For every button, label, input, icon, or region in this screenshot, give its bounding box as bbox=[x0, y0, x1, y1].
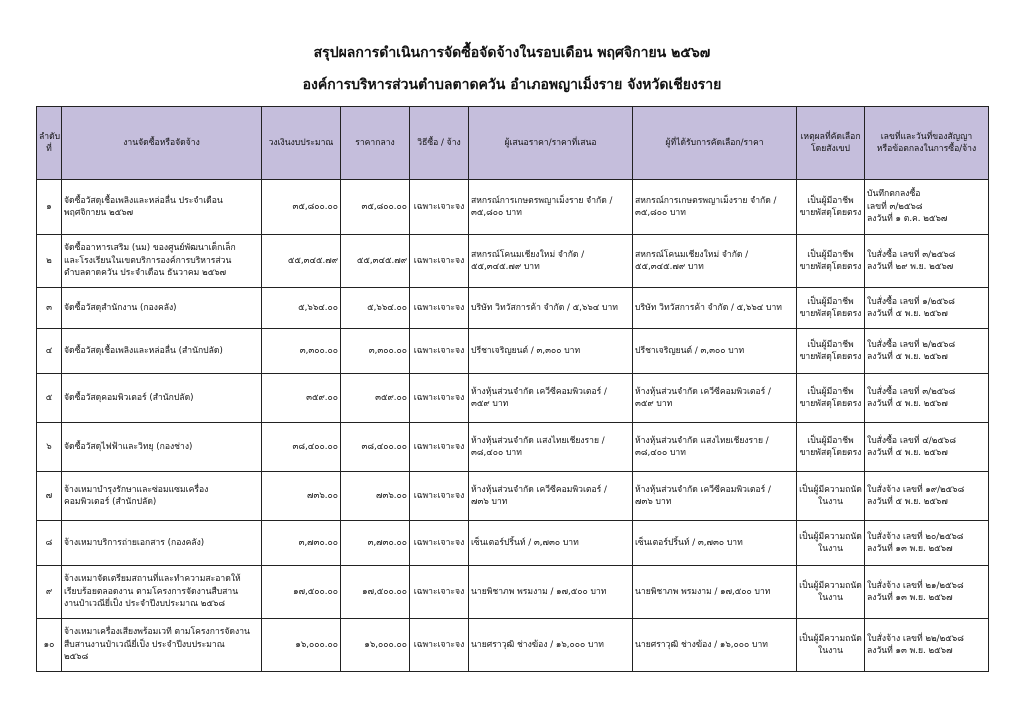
cell-reason-line: เป็นผู้มีความถนัด bbox=[799, 580, 862, 591]
cell-bidder bbox=[469, 329, 633, 374]
cell-budget: ๕,๖๖๔.๐๐ bbox=[262, 288, 341, 329]
cell-selected bbox=[633, 566, 797, 619]
header-contract bbox=[865, 107, 989, 180]
cell-bidder-line: ห้างหุ้นส่วนจำกัด เควีซีคอมพิวเตอร์ / bbox=[471, 386, 607, 397]
cell-median-price: ๕,๖๖๔.๐๐ bbox=[341, 288, 410, 329]
header-reason bbox=[797, 107, 865, 180]
header-reason-line-1: เหตุผลที่คัดเลือก bbox=[800, 131, 861, 142]
cell-selected bbox=[633, 472, 797, 521]
cell-selected-line: ๕๕,๓๔๕.๗๙ บาท bbox=[635, 262, 704, 272]
cell-contract-line: ลงวันที่ ๕ พ.ย. ๒๕๖๗ bbox=[867, 309, 948, 319]
header-method: วิธีซื้อ / จ้าง bbox=[410, 107, 469, 180]
cell-selected bbox=[633, 329, 797, 374]
cell-item bbox=[62, 180, 262, 235]
cell-item bbox=[62, 472, 262, 521]
cell-contract-line: ลงวันที่ ๒๙ พ.ย. ๒๕๖๗ bbox=[867, 262, 954, 272]
cell-reason-line: ขายพัสดุโดยตรง bbox=[799, 399, 862, 409]
cell-median-price: ๓๘,๔๐๐.๐๐ bbox=[341, 423, 410, 472]
cell-reason-line: ในงาน bbox=[818, 544, 843, 554]
cell-contract-line: ลงวันที่ ๕ พ.ย. ๒๕๖๗ bbox=[867, 497, 948, 507]
cell-item-line: จัดซื้อวัสดุไฟฟ้าและวิทยุ (กองช่าง) bbox=[64, 441, 193, 452]
cell-selected-line: นายศราวุฒิ ช่างฆ้อง / ๑๖,๐๐๐ บาท bbox=[635, 639, 768, 650]
cell-contract bbox=[865, 288, 989, 329]
cell-item-line: จัดซื้ออาหารเสริม (นม) ของศูนย์พัฒนาเด็กเล็ก bbox=[64, 243, 236, 254]
cell-contract-line: ลงวันที่ ๑๓ พ.ย. ๒๕๖๗ bbox=[867, 646, 953, 656]
cell-bidder-line: ๓๕๙ บาท bbox=[471, 399, 509, 409]
cell-item bbox=[62, 521, 262, 566]
table-row bbox=[37, 423, 989, 472]
cell-median-price: ๑๖,๐๐๐.๐๐ bbox=[341, 619, 410, 672]
cell-reason-line: ในงาน bbox=[818, 593, 843, 603]
header-contract-line-2: หรือข้อตกลงในการซื้อ/จ้าง bbox=[876, 144, 977, 154]
cell-contract-line: ใบสั่งจ้าง เลขที่ ๒๑/๒๕๖๘ bbox=[867, 580, 964, 591]
table-row bbox=[37, 180, 989, 235]
cell-bidder bbox=[469, 180, 633, 235]
cell-method: เฉพาะเจาะจง bbox=[410, 329, 469, 374]
cell-selected bbox=[633, 180, 797, 235]
cell-reason bbox=[797, 472, 865, 521]
cell-method: เฉพาะเจาะจง bbox=[410, 472, 469, 521]
table-row bbox=[37, 619, 989, 672]
cell-reason-line: เป็นผู้มีอาชีพ bbox=[807, 195, 854, 206]
cell-item-line: จ้างเหมาบริการถ่ายเอกสาร (กองคลัง) bbox=[64, 537, 205, 548]
cell-contract-line: ใบสั่งซื้อ เลขที่ ๓/๒๕๖๘ bbox=[867, 249, 956, 260]
cell-selected-line: สหกรณ์การเกษตรพญาเม็งราย จำกัด / bbox=[635, 195, 777, 206]
header-median-price: ราคากลาง bbox=[341, 107, 410, 180]
cell-selected-line: สหกรณ์โคนมเชียงใหม่ จำกัด / bbox=[635, 249, 749, 260]
cell-reason-line: ในงาน bbox=[818, 497, 843, 507]
cell-no: ๙ bbox=[37, 566, 62, 619]
procurement-table bbox=[36, 106, 989, 672]
cell-bidder-line: ๓๕,๘๐๐ บาท bbox=[471, 208, 522, 218]
cell-reason-line: ขายพัสดุโดยตรง bbox=[799, 262, 862, 272]
cell-reason bbox=[797, 180, 865, 235]
cell-selected bbox=[633, 521, 797, 566]
cell-contract bbox=[865, 329, 989, 374]
cell-bidder bbox=[469, 566, 633, 619]
cell-method: เฉพาะเจาะจง bbox=[410, 566, 469, 619]
cell-contract-line: ใบสั่งซื้อ เลขที่ ๒/๒๕๖๘ bbox=[867, 339, 956, 350]
cell-contract-line: เลขที่ ๓/๒๕๖๘ bbox=[867, 201, 923, 212]
cell-selected-line: บริษัท วิทวัสการค้า จำกัด / ๕,๖๖๔ บาท bbox=[635, 302, 782, 313]
cell-selected-line: ๗๓๖ บาท bbox=[635, 497, 672, 507]
cell-reason bbox=[797, 329, 865, 374]
header-no: ลำดับที่ bbox=[37, 107, 62, 180]
cell-no: ๔ bbox=[37, 329, 62, 374]
cell-reason-line: เป็นผู้มีความถนัด bbox=[799, 531, 862, 542]
cell-item bbox=[62, 235, 262, 288]
cell-selected bbox=[633, 288, 797, 329]
cell-budget: ๓๘,๔๐๐.๐๐ bbox=[262, 423, 341, 472]
cell-contract-line: ลงวันที่ ๕ พ.ย. ๒๕๖๗ bbox=[867, 352, 948, 362]
table-row bbox=[37, 329, 989, 374]
cell-contract-line: ลงวันที่ ๑๓ พ.ย. ๒๕๖๗ bbox=[867, 544, 953, 554]
cell-method: เฉพาะเจาะจง bbox=[410, 619, 469, 672]
cell-no: ๑ bbox=[37, 180, 62, 235]
cell-contract-line: ใบสั่งซื้อ เลขที่ ๑/๒๕๖๘ bbox=[867, 296, 955, 307]
cell-bidder bbox=[469, 521, 633, 566]
header-reason-line-2: โดยสังเขป bbox=[811, 144, 850, 154]
cell-bidder-line: ห้างหุ้นส่วนจำกัด แสงไทยเชียงราย / bbox=[471, 435, 605, 446]
cell-budget: ๓๕๙.๐๐ bbox=[262, 374, 341, 423]
cell-selected-line: ๓๕,๘๐๐ บาท bbox=[635, 208, 686, 218]
cell-budget: ๓,๓๐๐.๐๐ bbox=[262, 329, 341, 374]
cell-contract bbox=[865, 566, 989, 619]
cell-item-line: สืบสานงานป๋าเวณียี่เป็ง ประจำปีงบประมาณ bbox=[64, 639, 225, 650]
cell-reason-line: เป็นผู้มีอาชีพ bbox=[807, 296, 854, 307]
cell-item bbox=[62, 374, 262, 423]
table-row bbox=[37, 235, 989, 288]
cell-budget: ๓๕,๘๐๐.๐๐ bbox=[262, 180, 341, 235]
cell-selected bbox=[633, 374, 797, 423]
cell-item-line: จัดซื้อวัสดุเชื้อเพลิงและหล่อลื่น (สำนักปลัด) bbox=[64, 345, 223, 356]
cell-no: ๖ bbox=[37, 423, 62, 472]
cell-bidder bbox=[469, 423, 633, 472]
cell-selected-line: ๓๕๙ บาท bbox=[635, 399, 673, 409]
table-header-row bbox=[37, 107, 989, 180]
cell-selected-line: ห้างหุ้นส่วนจำกัด เควีซีคอมพิวเตอร์ / bbox=[635, 484, 771, 495]
cell-selected-line: เซ็นเตอร์ปริ้นท์ / ๓,๗๓๐ บาท bbox=[635, 537, 743, 548]
cell-median-price: ๑๗,๕๐๐.๐๐ bbox=[341, 566, 410, 619]
cell-bidder-line: นายศราวุฒิ ช่างฆ้อง / ๑๖,๐๐๐ บาท bbox=[471, 639, 604, 650]
cell-contract bbox=[865, 235, 989, 288]
cell-budget: ๕๕,๓๔๕.๗๙ bbox=[262, 235, 341, 288]
cell-contract-line: ใบสั่งซื้อ เลขที่ ๓/๒๕๖๘ bbox=[867, 386, 956, 397]
cell-item-line: ตำบลตาดควัน ประจำเดือน ธันวาคม ๒๕๖๗ bbox=[64, 268, 227, 279]
cell-reason bbox=[797, 235, 865, 288]
cell-budget: ๑๖,๐๐๐.๐๐ bbox=[262, 619, 341, 672]
cell-item bbox=[62, 288, 262, 329]
cell-reason-line: เป็นผู้มีอาชีพ bbox=[807, 386, 854, 397]
cell-contract-line: ใบสั่งซื้อ เลขที่ ๔/๒๕๖๘ bbox=[867, 435, 956, 446]
table-row bbox=[37, 472, 989, 521]
cell-contract-line: ลงวันที่ ๕ พ.ย. ๒๕๖๗ bbox=[867, 448, 948, 458]
cell-no: ๕ bbox=[37, 374, 62, 423]
cell-contract-line: ลงวันที่ ๑๓ พ.ย. ๒๕๖๗ bbox=[867, 593, 953, 603]
cell-budget: ๑๗,๕๐๐.๐๐ bbox=[262, 566, 341, 619]
cell-method: เฉพาะเจาะจง bbox=[410, 180, 469, 235]
header-selected: ผู้ที่ได้รับการคัดเลือก/ราคา bbox=[633, 107, 797, 180]
cell-median-price: ๓๕,๘๐๐.๐๐ bbox=[341, 180, 410, 235]
cell-reason-line: ขายพัสดุโดยตรง bbox=[799, 309, 862, 319]
cell-selected-line: นายพิชาภพ พรมงาม / ๑๗,๕๐๐ บาท bbox=[635, 586, 771, 597]
cell-method: เฉพาะเจาะจง bbox=[410, 423, 469, 472]
cell-item-line: พฤศจิกายน ๒๕๖๗ bbox=[64, 208, 134, 218]
cell-method: เฉพาะเจาะจง bbox=[410, 288, 469, 329]
cell-bidder-line: เซ็นเตอร์ปริ้นท์ / ๓,๗๓๐ บาท bbox=[471, 537, 579, 548]
cell-bidder-line: ๓๘,๔๐๐ บาท bbox=[471, 448, 522, 458]
cell-reason-line: ขายพัสดุโดยตรง bbox=[799, 448, 862, 458]
cell-reason bbox=[797, 521, 865, 566]
header-item: งานจัดซื้อหรือจัดจ้าง bbox=[62, 107, 262, 180]
cell-contract-line: ลงวันที่ ๑ ต.ค. ๒๕๖๗ bbox=[867, 214, 948, 225]
cell-bidder-line: นายพิชาภพ พรมงาม / ๑๗,๕๐๐ บาท bbox=[471, 586, 607, 597]
cell-median-price: ๓,๓๐๐.๐๐ bbox=[341, 329, 410, 374]
cell-selected bbox=[633, 235, 797, 288]
cell-selected-line: ห้างหุ้นส่วนจำกัด แสงไทยเชียงราย / bbox=[635, 435, 769, 446]
cell-item-line: จ้างเหมาบำรุงรักษาและซ่อมแซมเครื่อง bbox=[64, 484, 209, 495]
cell-contract bbox=[865, 423, 989, 472]
cell-item-line: ๒๕๖๘ bbox=[64, 652, 89, 663]
cell-bidder-line: สหกรณ์โคนมเชียงใหม่ จำกัด / bbox=[471, 249, 585, 260]
cell-contract bbox=[865, 521, 989, 566]
cell-contract-line: ลงวันที่ ๕ พ.ย. ๒๕๖๗ bbox=[867, 399, 948, 409]
cell-bidder bbox=[469, 288, 633, 329]
cell-bidder bbox=[469, 472, 633, 521]
header-contract-line-1: เลขที่และวันที่ของสัญญา bbox=[880, 131, 973, 142]
cell-reason-line: เป็นผู้มีอาชีพ bbox=[807, 249, 854, 260]
cell-selected-line: ปรีชาเจริญยนต์ / ๓,๓๐๐ บาท bbox=[635, 345, 745, 356]
cell-item-line: คอมพิวเตอร์ (สำนักปลัด) bbox=[64, 497, 157, 507]
cell-contract bbox=[865, 374, 989, 423]
cell-item-line: จ้างเหมาจัดเตรียมสถานที่และทำความสะอาดให้ bbox=[64, 574, 241, 585]
cell-item-line: จัดซื้อวัสดุสำนักงาน (กองคลัง) bbox=[64, 302, 177, 313]
cell-bidder-line: ๗๓๖ บาท bbox=[471, 497, 508, 507]
cell-median-price: ๓,๗๓๐.๐๐ bbox=[341, 521, 410, 566]
cell-bidder bbox=[469, 235, 633, 288]
cell-reason bbox=[797, 423, 865, 472]
table-row bbox=[37, 566, 989, 619]
cell-no: ๘ bbox=[37, 521, 62, 566]
cell-reason-line: เป็นผู้มีอาชีพ bbox=[807, 435, 854, 446]
cell-bidder-line: ๕๕,๓๔๕.๗๙ บาท bbox=[471, 262, 540, 272]
cell-item-line: และโรงเรียนในเขตบริการองค์การบริหารส่วน bbox=[64, 255, 232, 266]
cell-reason-line: เป็นผู้มีอาชีพ bbox=[807, 339, 854, 350]
cell-item bbox=[62, 619, 262, 672]
cell-bidder-line: บริษัท วิทวัสการค้า จำกัด / ๕,๖๖๔ บาท bbox=[471, 302, 618, 313]
cell-bidder-line: ห้างหุ้นส่วนจำกัด เควีซีคอมพิวเตอร์ / bbox=[471, 484, 607, 495]
cell-reason bbox=[797, 288, 865, 329]
cell-contract bbox=[865, 180, 989, 235]
table-row bbox=[37, 288, 989, 329]
cell-contract-line: บันทึกตกลงซื้อ bbox=[867, 189, 921, 200]
cell-median-price: ๗๓๖.๐๐ bbox=[341, 472, 410, 521]
cell-no: ๑๐ bbox=[37, 619, 62, 672]
cell-contract-line: ใบสั่งจ้าง เลขที่ ๑๙/๒๕๖๘ bbox=[867, 484, 965, 495]
cell-contract bbox=[865, 472, 989, 521]
table-row bbox=[37, 521, 989, 566]
cell-item-line: จ้างเหมาเครื่องเสียงพร้อมเวที ตามโครงการจัดงาน bbox=[64, 627, 250, 638]
cell-reason bbox=[797, 619, 865, 672]
cell-contract-line: ใบสั่งจ้าง เลขที่ ๒๐/๒๕๖๘ bbox=[867, 531, 964, 542]
cell-reason-line: ขายพัสดุโดยตรง bbox=[799, 208, 862, 218]
cell-selected bbox=[633, 423, 797, 472]
cell-contract bbox=[865, 619, 989, 672]
header-bidders: ผู้เสนอราคา/ราคาที่เสนอ bbox=[469, 107, 633, 180]
cell-bidder bbox=[469, 619, 633, 672]
cell-reason bbox=[797, 374, 865, 423]
cell-item-line: งานป๋าเวณียี่เป็ง ประจำปีงบประมาณ ๒๕๖๘ bbox=[64, 599, 226, 610]
document-subtitle: องค์การบริหารส่วนตำบลตาดควัน อำเภอพญาเม็งราย จังหวัดเชียงราย bbox=[302, 77, 722, 93]
cell-reason-line: เป็นผู้มีความถนัด bbox=[799, 633, 862, 644]
cell-method: เฉพาะเจาะจง bbox=[410, 521, 469, 566]
cell-bidder bbox=[469, 374, 633, 423]
cell-median-price: ๓๕๙.๐๐ bbox=[341, 374, 410, 423]
cell-item bbox=[62, 329, 262, 374]
document-title: สรุปผลการดำเนินการจัดซื้อจัดจ้างในรอบเดือน พฤศจิกายน ๒๕๖๗ bbox=[313, 45, 711, 61]
table-row bbox=[37, 374, 989, 423]
cell-reason-line: ในงาน bbox=[818, 646, 843, 656]
cell-item bbox=[62, 423, 262, 472]
cell-median-price: ๕๕,๓๔๕.๗๙ bbox=[341, 235, 410, 288]
cell-bidder-line: ปรีชาเจริญยนต์ / ๓,๓๐๐ บาท bbox=[471, 345, 581, 356]
cell-method: เฉพาะเจาะจง bbox=[410, 374, 469, 423]
cell-reason bbox=[797, 566, 865, 619]
cell-item-line: จัดซื้อวัสดุเชื้อเพลิงและหล่อลื่น ประจำเดือน bbox=[64, 195, 223, 206]
cell-selected-line: ห้างหุ้นส่วนจำกัด เควีซีคอมพิวเตอร์ / bbox=[635, 386, 771, 397]
cell-item bbox=[62, 566, 262, 619]
cell-item-line: เรียบร้อยตลอดงาน ตามโครงการจัดงานสืบสาน bbox=[64, 586, 239, 597]
cell-no: ๗ bbox=[37, 472, 62, 521]
cell-reason-line: เป็นผู้มีความถนัด bbox=[799, 484, 862, 495]
cell-reason-line: ขายพัสดุโดยตรง bbox=[799, 352, 862, 362]
cell-bidder-line: สหกรณ์การเกษตรพญาเม็งราย จำกัด / bbox=[471, 195, 613, 206]
cell-method: เฉพาะเจาะจง bbox=[410, 235, 469, 288]
cell-no: ๓ bbox=[37, 288, 62, 329]
header-budget: วงเงินงบประมาณ bbox=[262, 107, 341, 180]
cell-selected bbox=[633, 619, 797, 672]
cell-budget: ๓,๗๓๐.๐๐ bbox=[262, 521, 341, 566]
cell-item-line: จัดซื้อวัสดุคอมพิวเตอร์ (สำนักปลัด) bbox=[64, 392, 194, 403]
cell-no: ๒ bbox=[37, 235, 62, 288]
cell-selected-line: ๓๘,๔๐๐ บาท bbox=[635, 448, 686, 458]
cell-budget: ๗๓๖.๐๐ bbox=[262, 472, 341, 521]
cell-contract-line: ใบสั่งจ้าง เลขที่ ๒๒/๒๕๖๘ bbox=[867, 633, 964, 644]
